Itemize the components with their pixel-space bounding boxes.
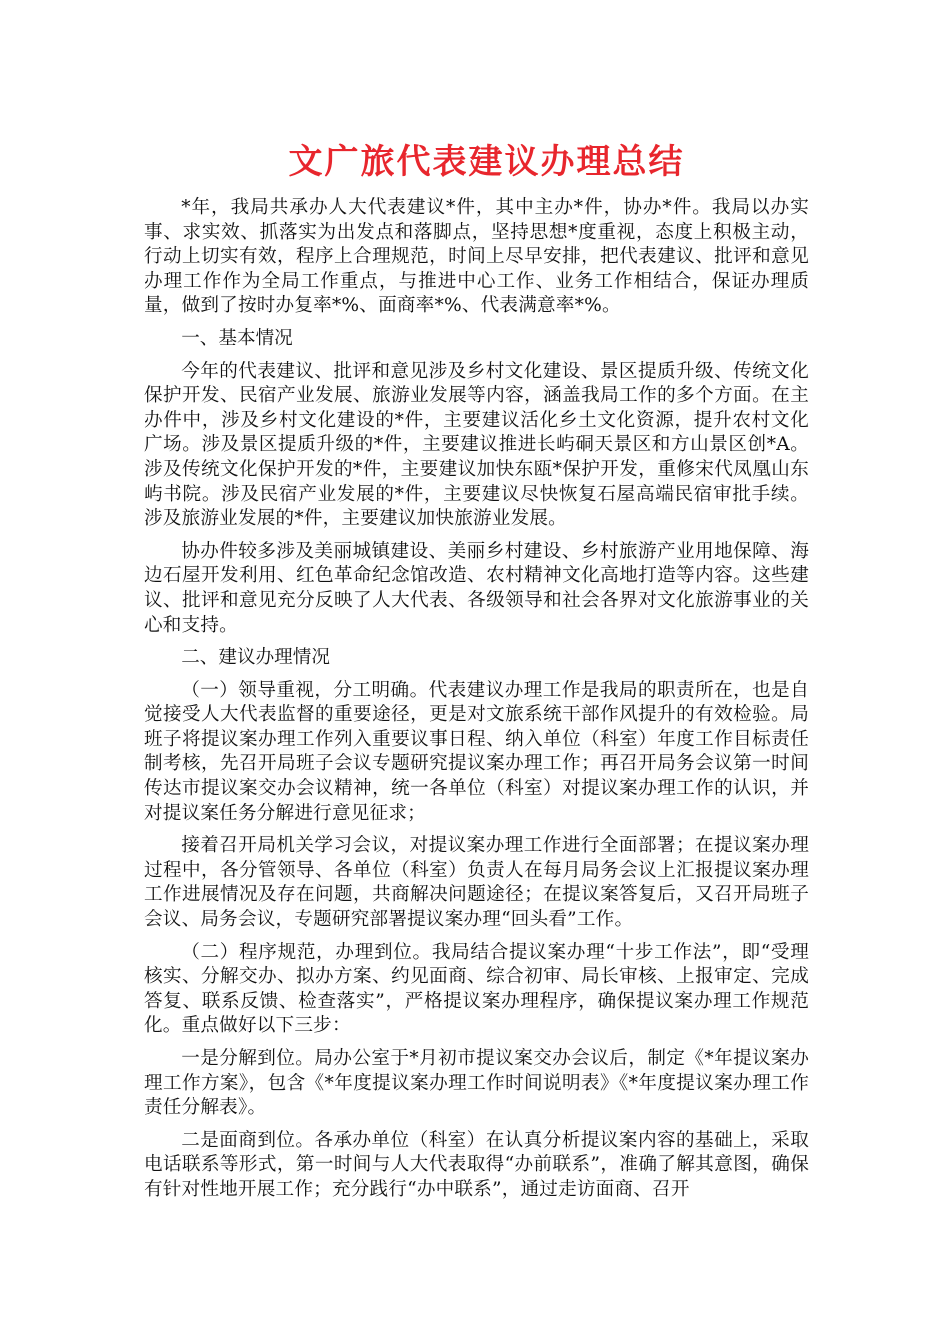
section-heading-basic-situation: 一、基本情况 bbox=[181, 327, 293, 349]
paragraph-deployment: 接着召开局机关学习会议，对提议案办理工作进行全面部署；在提议案办理过程中，各分管领导、各单位（科室）负责人在每月局务会议上汇报提议案办理工作进展情况及存在问题，共商解决问题途径；在提议案答复后，又召开局班子会议、局务会议，专题研究部署提议案办理“回头看”工作。 bbox=[144, 835, 809, 931]
paragraph-step-one: 一是分解到位。局办公室于*月初市提议案交办会议后，制定《*年提议案办理工作方案》，包含《*年度提议案办理工作时间说明表》《*年度提议案办理工作责任分解表》。 bbox=[144, 1048, 809, 1119]
paragraph-procedure: （二）程序规范，办理到位。我局结合提议案办理“十步工作法”，即“受理核实、分解交办、拟办方案、约见面商、综合初审、局长审核、上报审定、完成答复、联系反馈、检查落实”，严格提议案办理程序，确保提议案办理工作规范化。重点做好以下三步： bbox=[144, 941, 809, 1037]
paragraph-assist-cases: 协办件较多涉及美丽城镇建设、美丽乡村建设、乡村旅游产业用地保障、海边石屋开发利用、红色革命纪念馆改造、农村精神文化高地打造等内容。这些建议、批评和意见充分反映了人大代表、各级领导和社会各界对文化旅游事业的关心和支持。 bbox=[144, 540, 809, 636]
document-title: 文广旅代表建议办理总结 bbox=[288, 142, 685, 182]
section-heading-handling: 二、建议办理情况 bbox=[181, 647, 330, 669]
paragraph-main-cases: 今年的代表建议、批评和意见涉及乡村文化建设、景区提质升级、传统文化保护开发、民宿产业发展、旅游业发展等内容，涵盖我局工作的多个方面。在主办件中，涉及乡村文化建设的*件，主要建议活化乡土文化资源，提升农村文化广场。涉及景区提质升级的*件，主要建议推进长屿硐天景区和方山景区创*A。涉及传统文化保护开发的*件，主要建议加快东瓯*保护开发，重修宋代凤凰山东屿书院。涉及民宿产业发展的*件，主要建议尽快恢复石屋高端民宿审批手续。涉及旅游业发展的*件，主要建议加快旅游业发展。 bbox=[144, 360, 809, 530]
paragraph-intro: *年，我局共承办人大代表建议*件，其中主办*件，协办*件。我局以办实事、求实效、抓落实为出发点和落脚点，坚持思想*度重视，态度上积极主动，行动上切实有效，程序上合理规范，时间上尽早安排，把代表建议、批评和意见办理工作作为全局工作重点，与推进中心工作、业务工作相结合，保证办理质量，做到了按时办复率*%、面商率*%、代表满意率*%。 bbox=[144, 197, 809, 317]
paragraph-leadership: （一）领导重视，分工明确。代表建议办理工作是我局的职责所在，也是自觉接受人大代表监督的重要途径，更是对文旅系统干部作风提升的有效检验。局班子将提议案办理工作列入重要议事日程、纳入单位（科室）年度工作目标责任制考核，先召开局班子会议专题研究提议案办理工作；再召开局务会议第一时间传达市提议案交办会议精神，统一各单位（科室）对提议案办理工作的认识，并对提议案任务分解进行意见征求； bbox=[144, 679, 809, 824]
paragraph-step-two: 二是面商到位。各承办单位（科室）在认真分析提议案内容的基础上，采取电话联系等形式，第一时间与人大代表取得“办前联系”，准确了解其意图，确保有针对性地开展工作；充分践行“办中联系”，通过走访面商、召开 bbox=[144, 1129, 809, 1200]
